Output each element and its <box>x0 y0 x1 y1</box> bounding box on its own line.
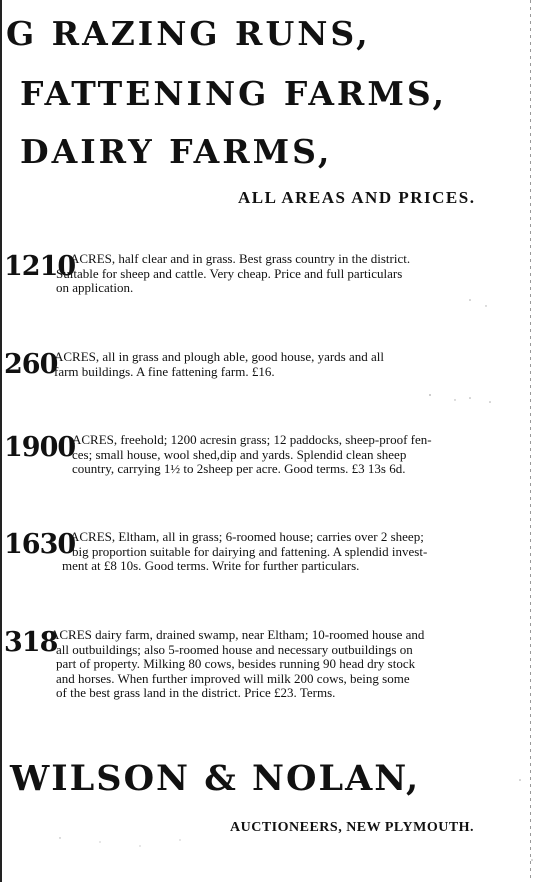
listing-acres: 318 <box>4 627 58 658</box>
listing-line: on application. <box>56 280 134 296</box>
listing-line: ces; small house, wool shed,dip and yards. Splendid clean sheep <box>72 446 407 462</box>
auctioneers-line: AUCTIONEERS, NEW PLYMOUTH. <box>230 820 475 835</box>
firm-name: WILSON & NOLAN, <box>10 758 421 799</box>
subheading-areas-prices: ALL AREAS AND PRICES. <box>238 188 476 207</box>
listing-line: farm buildings. A fine fattening farm. £16. <box>54 363 275 379</box>
listing-line: and horses. When further improved will milk 200 cows, being some <box>56 670 410 686</box>
listing-line: ment at £8 10s. Good terms. Write for further particulars. <box>62 558 360 574</box>
listing-line: Suitable for sheep and cattle. Very cheap. Price and full particulars <box>56 265 403 281</box>
heading-grazing-runs: G RAZING RUNS, <box>6 14 371 53</box>
heading-dairy-farms: DAIRY FARMS, <box>20 132 333 171</box>
listing-line: ACRES, Eltham, all in grass; 6-roomed house; carries over 2 sheep; <box>70 529 424 544</box>
listing-line: of the best grass land in the district. Price £23. Terms. <box>56 685 336 701</box>
listing-line: country, carrying 1½ to 2sheep per acre. Good terms. £3 13s 6d. <box>72 461 406 477</box>
listing-line: ACRES, all in grass and plough able, good house, yards and all <box>54 349 385 364</box>
listing-line: big proportion suitable for dairying and fattening. A splendid invest- <box>72 543 428 559</box>
listing-acres: 1900 <box>4 432 76 463</box>
heading-fattening-farms: FATTENING FARMS, <box>20 74 448 113</box>
listing-line: part of property. Milking 80 cows, besides running 90 head dry stock <box>56 656 416 672</box>
listing-line: ACRES, freehold; 1200 acresin grass; 12 paddocks, sheep-proof fen- <box>72 432 432 447</box>
listing-acres: 1210 <box>4 251 76 282</box>
listing-line: ACRES, half clear and in grass. Best grass country in the district. <box>70 251 411 266</box>
listing-acres: 1630 <box>4 529 76 560</box>
listing-line: all outbuildings; also 5-roomed house and necessary outbuildings on <box>56 641 413 657</box>
listing-line: ACRES dairy farm, drained swamp, near Eltham; 10-roomed house and <box>50 627 425 642</box>
listing-acres: 260 <box>4 349 58 380</box>
